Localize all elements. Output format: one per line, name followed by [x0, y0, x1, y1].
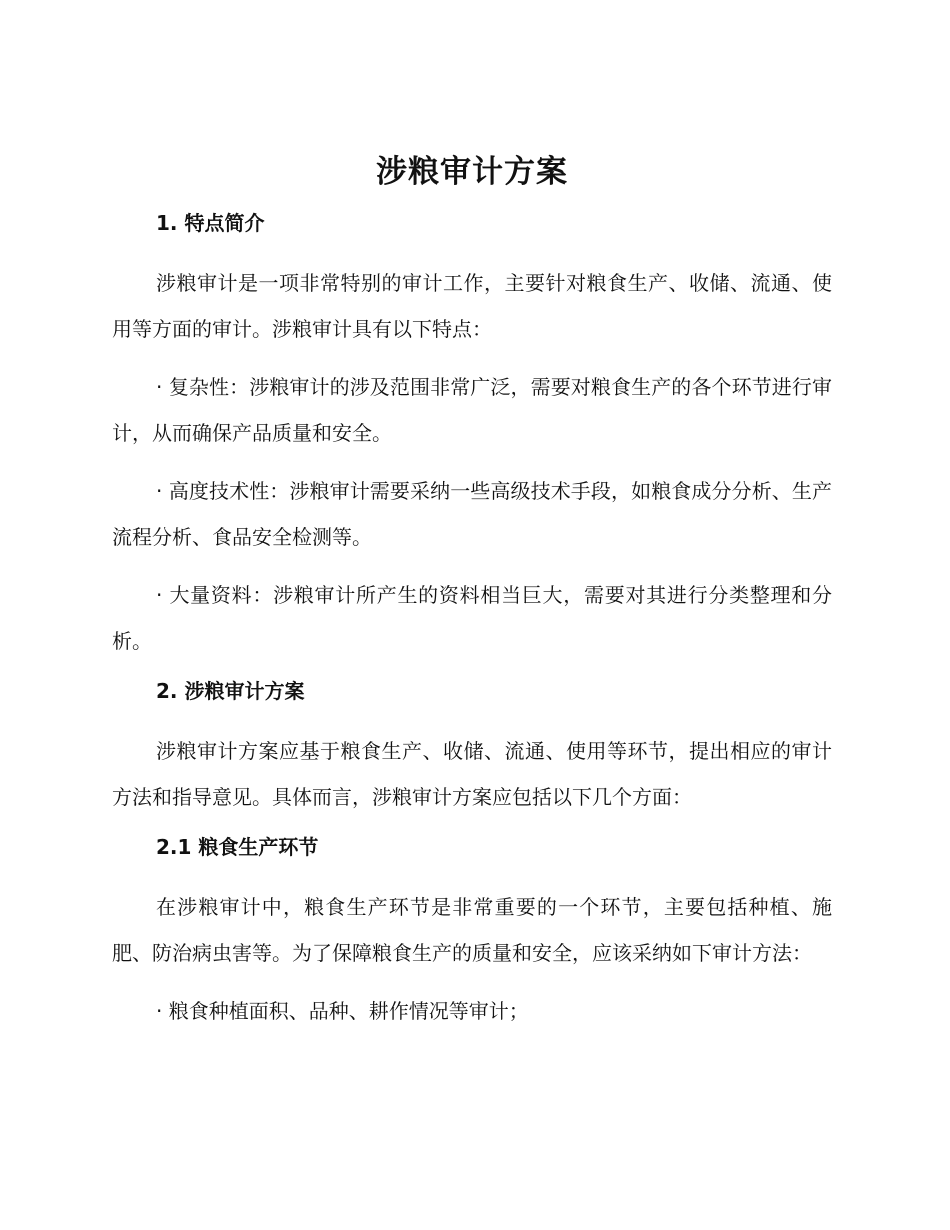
bullet-planting-audit: · 粮食种植面积、品种、耕作情况等审计；	[156, 999, 529, 1023]
paragraph-intro: 涉粮审计是一项非常特别的审计工作，主要针对粮食生产、收储、流通、使用等方面的审计。涉粮审计具有以下特点：	[112, 271, 832, 341]
bullet-large-data: · 大量资料：涉粮审计所产生的资料相当巨大，需要对其进行分类整理和分析。	[112, 583, 832, 653]
bullet-complexity: · 复杂性：涉粮审计的涉及范围非常广泛，需要对粮食生产的各个环节进行审计，从而确保产品质量和安全。	[112, 375, 832, 445]
section-heading-features: 1. 特点简介	[156, 211, 265, 235]
section-heading-plan: 2. 涉粮审计方案	[156, 679, 305, 703]
subsection-heading-production: 2.1 粮食生产环节	[156, 835, 319, 859]
document-title: 涉粮审计方案	[376, 154, 568, 190]
bullet-technical: · 高度技术性：涉粮审计需要采纳一些高级技术手段，如粮食成分分析、生产流程分析、食品安全检测等。	[112, 479, 832, 549]
document-page	[112, 150, 832, 1046]
paragraph-plan: 涉粮审计方案应基于粮食生产、收储、流通、使用等环节，提出相应的审计方法和指导意见。具体而言，涉粮审计方案应包括以下几个方面：	[112, 739, 832, 809]
paragraph-production: 在涉粮审计中，粮食生产环节是非常重要的一个环节，主要包括种植、施肥、防治病虫害等。为了保障粮食生产的质量和安全，应该采纳如下审计方法：	[112, 895, 832, 965]
